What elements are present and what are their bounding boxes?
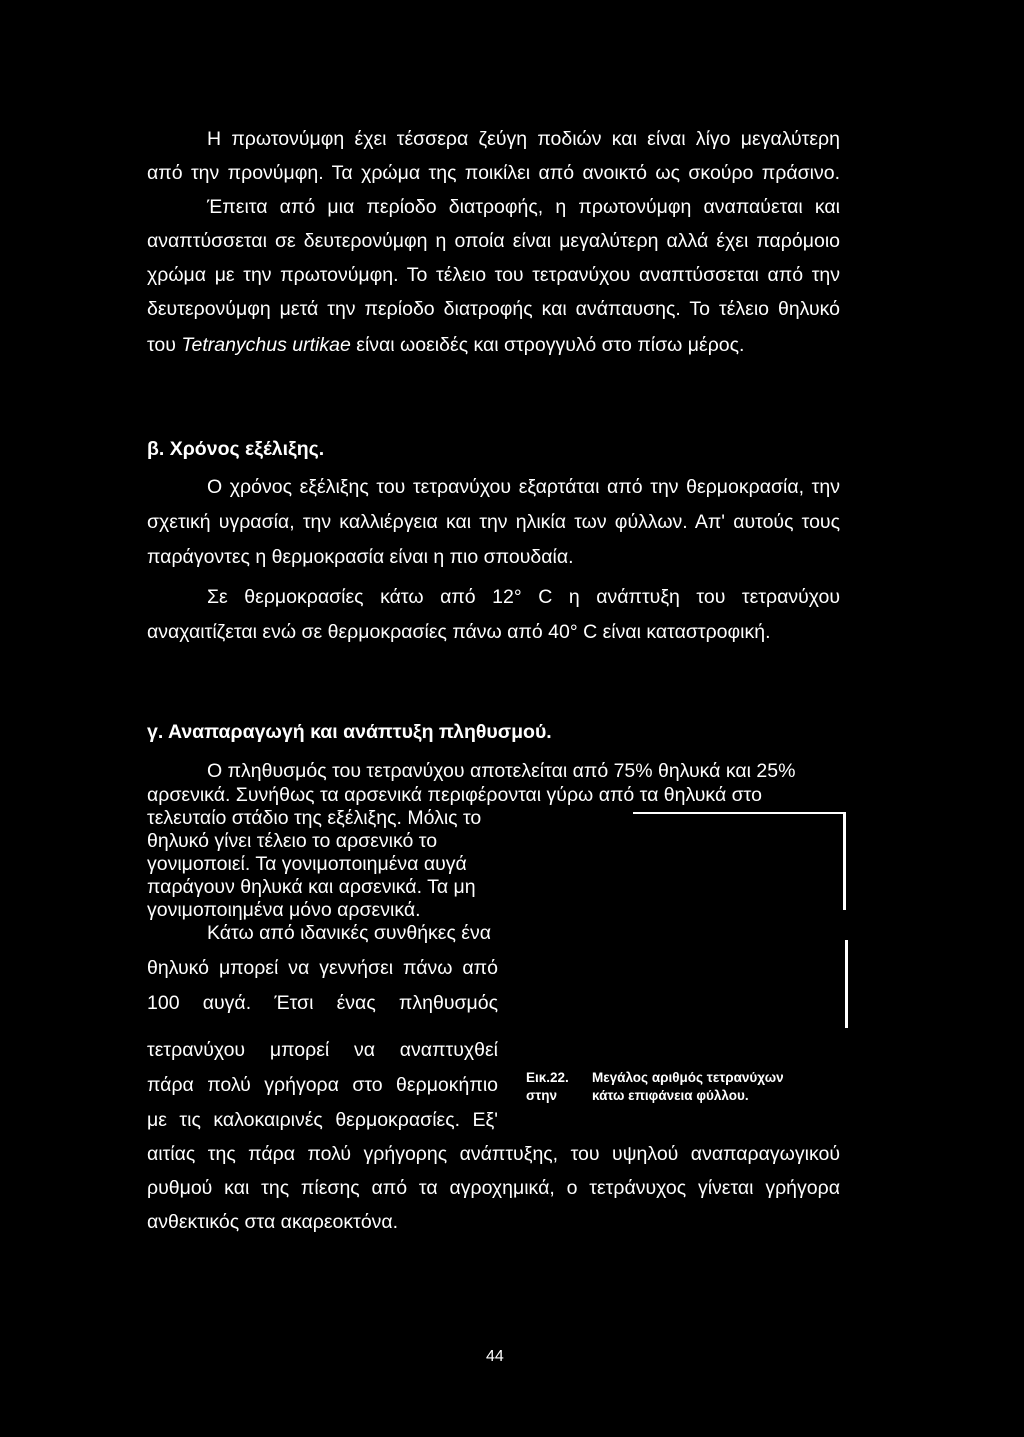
text-line: αναπτύσσεται σε δευτερονύμφη η οποία είναι μεγαλύτερη αλλά έχει παρόμοιο <box>147 230 840 252</box>
text-line: Κάτω από ιδανικές συνθήκες ένα <box>207 922 492 944</box>
text-line: Ο πληθυσμός του τετρανύχου αποτελείται από 75% θηλυκά και 25% <box>207 760 796 782</box>
section-heading: γ. Αναπαραγωγή και ανάπτυξη πληθυσμού. <box>147 721 552 743</box>
text-line: δευτερονύμφη μετά την περίοδο διατροφής και ανάπαυσης. Το τέλειο θηλυκό <box>147 298 840 320</box>
text-line: ρυθμού και της πίεσης από τα αγροχημικά, ο τετράνυχος γίνεται γρήγορα <box>147 1177 840 1199</box>
text-line: Έπειτα από μια περίοδο διατροφής, η πρωτονύμφη αναπαύεται και <box>207 196 840 218</box>
text-line: θηλυκό μπορεί να γεννήσει πάνω από <box>147 957 498 979</box>
text-line: 100 αυγά. Έτσι ένας πληθυσμός <box>147 992 498 1014</box>
text-line: χρώμα με την πρωτονύμφη. Το τέλειο του τετρανύχου αναπτύσσεται από την <box>147 264 840 286</box>
figure-caption-line: Μεγάλος αριθμός τετρανύχων <box>592 1070 784 1085</box>
text-line: γονιμοποιημένα μόνο αρσενικά. <box>147 899 421 921</box>
text-line: αιτίας της πάρα πολύ γρήγορης ανάπτυξης, του υψηλού αναπαραγωγικού <box>147 1143 840 1165</box>
page-number: 44 <box>486 1348 504 1365</box>
figure-frame-right <box>843 812 846 910</box>
text-line: αρσενικά. Συνήθως τα αρσενικά περιφέρονται γύρω από τα θηλυκά στο <box>147 784 762 806</box>
text-line: θηλυκό γίνει τέλειο το αρσενικό το <box>147 830 438 852</box>
text-line <box>147 333 744 357</box>
figure-caption-word: στην <box>526 1088 558 1103</box>
text-line: γονιμοποιεί. Τα γονιμοποιημένα αυγά <box>147 853 467 875</box>
text-fragment: του <box>147 334 182 356</box>
figure-frame-top <box>633 812 845 814</box>
text-line: ανθεκτικός στα ακαρεοκτόνα. <box>147 1211 399 1233</box>
text-line: Η πρωτονύμφη έχει τέσσερα ζεύγη ποδιών και είναι λίγο μεγαλύτερη <box>207 128 840 150</box>
text-fragment: είναι ωοειδές και στρογγυλό στο πίσω μέρος. <box>350 334 745 356</box>
text-line: πάρα πολύ γρήγορα στο θερμοκήπιο <box>147 1074 498 1096</box>
figure-caption-number: Εικ.22. <box>526 1070 569 1085</box>
text-line: με τις καλοκαιρινές θερμοκρασίες. Εξ' <box>147 1109 498 1131</box>
text-line: αναχαιτίζεται ενώ σε θερμοκρασίες πάνω από 40° C είναι καταστροφική. <box>147 621 771 643</box>
text-line: Ο χρόνος εξέλιξης του τετρανύχου εξαρτάται από την θερμοκρασία, την <box>207 476 840 498</box>
section-heading: β. Χρόνος εξέλιξης. <box>147 438 325 460</box>
text-line: τελευταίο στάδιο της εξέλιξης. Μόλις το <box>147 807 482 829</box>
text-line: παράγοντες η θερμοκρασία είναι η πιο σπουδαία. <box>147 546 574 568</box>
text-line: παράγουν θηλυκά και αρσενικά. Τα μη <box>147 876 476 898</box>
text-line: Σε θερμοκρασίες κάτω από 12° C η ανάπτυξη του τετρανύχου <box>207 586 840 608</box>
text-line: τετρανύχου μπορεί να αναπτυχθεί <box>147 1039 498 1061</box>
figure-frame-right-lower <box>845 940 848 1028</box>
species-name: Tetranychus urtikae <box>181 334 351 356</box>
text-line: από την πρoνύμφη. Τα χρώμα της ποικίλει από ανοικτό ως σκούρο πράσινο. <box>147 162 840 184</box>
figure-caption-line: κάτω επιφάνεια φύλλου. <box>592 1088 749 1103</box>
text-line: σχετική υγρασία, την καλλιέργεια και την ηλικία των φύλλων. Απ' αυτούς τους <box>147 511 840 533</box>
